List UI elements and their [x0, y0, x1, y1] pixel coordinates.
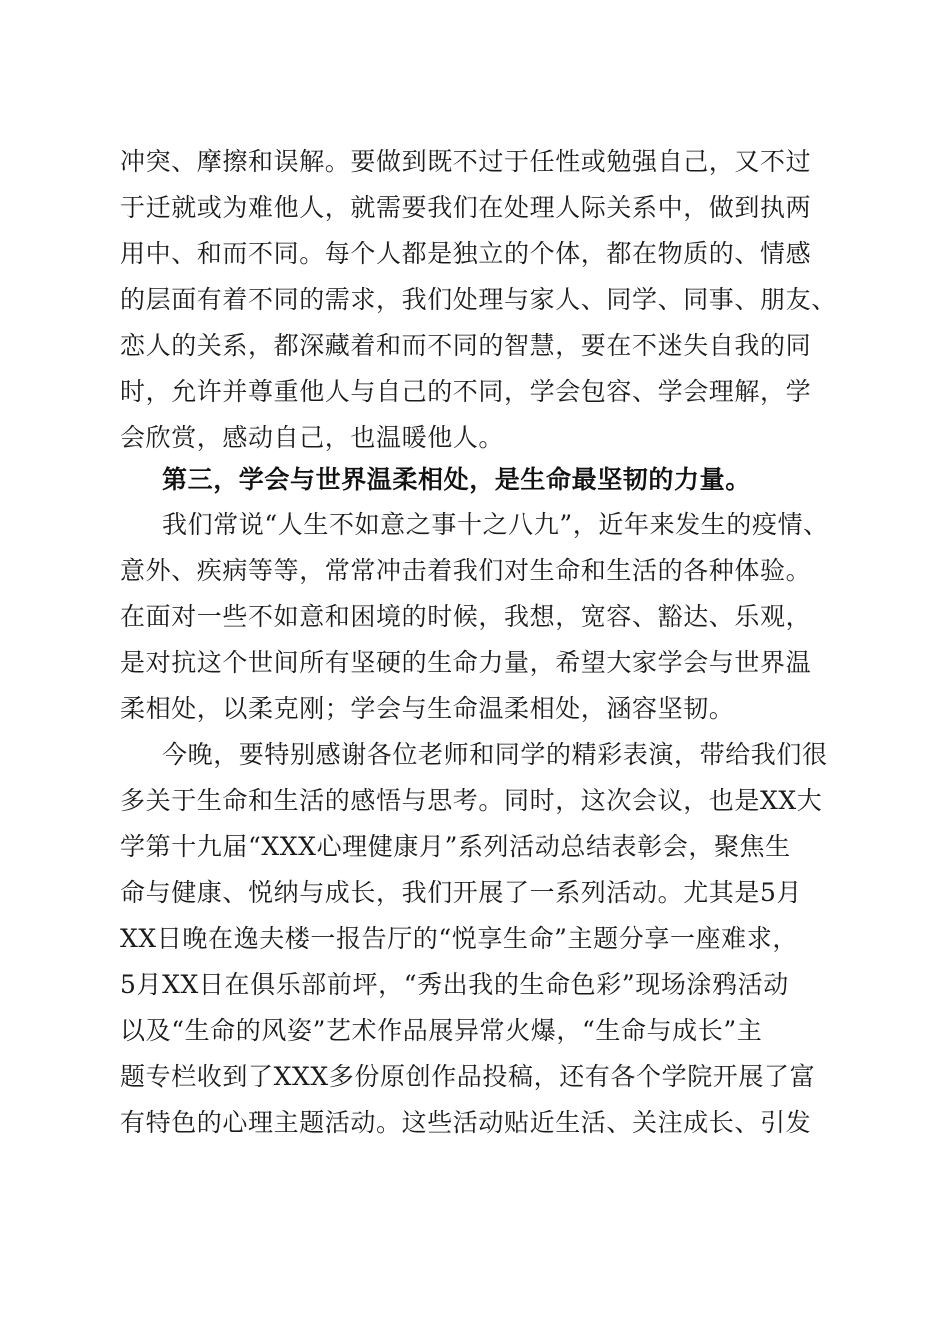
text-line: 学第十九届“XXX心理健康月”系列活动总结表彰会，聚焦生	[120, 832, 791, 861]
text-line: 在面对一些不如意和困境的时候，我想，宽容、豁达、乐观，	[120, 602, 812, 631]
text-line: 的层面有着不同的需求，我们处理与家人、同学、同事、朋友、	[120, 285, 837, 314]
text-line: 命与健康、悦纳与成长，我们开展了一系列活动。尤其是5月	[120, 878, 803, 907]
paragraph-first-line: 今晚，要特别感谢各位老师和同学的精彩表演，带给我们很	[162, 740, 828, 769]
text-line: 会欣赏，感动自己，也温暖他人。	[120, 423, 505, 452]
section-heading: 第三，学会与世界温柔相处，是生命最坚韧的力量。	[162, 465, 751, 494]
paragraph-first-line: 我们常说“人生不如意之事十之八九”，近年来发生的疫情、	[162, 510, 829, 539]
text-line: 时，允许并尊重他人与自己的不同，学会包容、学会理解，学	[120, 377, 812, 406]
text-line: 用中、和而不同。每个人都是独立的个体，都在物质的、情感	[120, 239, 812, 268]
text-line: 5月XX日在俱乐部前坪，“秀出我的生命色彩”现场涂鸦活动	[120, 970, 789, 999]
text-line: 以及“生命的风姿”艺术作品展异常火爆，“生命与成长”主	[120, 1016, 763, 1045]
text-line: 恋人的关系，都深藏着和而不同的智慧，要在不迷失自我的同	[120, 331, 812, 360]
text-line: 意外、疾病等等，常常冲击着我们对生命和生活的各种体验。	[120, 556, 812, 585]
text-line: 是对抗这个世间所有坚硬的生命力量，希望大家学会与世界温	[120, 648, 812, 677]
text-line: 题专栏收到了XXX多份原创作品投稿，还有各个学院开展了富	[120, 1062, 816, 1091]
text-line: 于迁就或为难他人，就需要我们在处理人际关系中，做到执两	[120, 193, 812, 222]
text-line: 有特色的心理主题活动。这些活动贴近生活、关注成长、引发	[120, 1108, 812, 1137]
text-line: 冲突、摩擦和误解。要做到既不过于任性或勉强自己，又不过	[120, 147, 812, 176]
text-line: 柔相处，以柔克刚；学会与生命温柔相处，涵容坚韧。	[120, 694, 735, 723]
text-line: XX日晚在逸夫楼一报告厅的“悦享生命”主题分享一座难求，	[120, 924, 798, 953]
text-line: 多关于生命和生活的感悟与思考。同时，这次会议，也是XX大	[120, 786, 823, 815]
